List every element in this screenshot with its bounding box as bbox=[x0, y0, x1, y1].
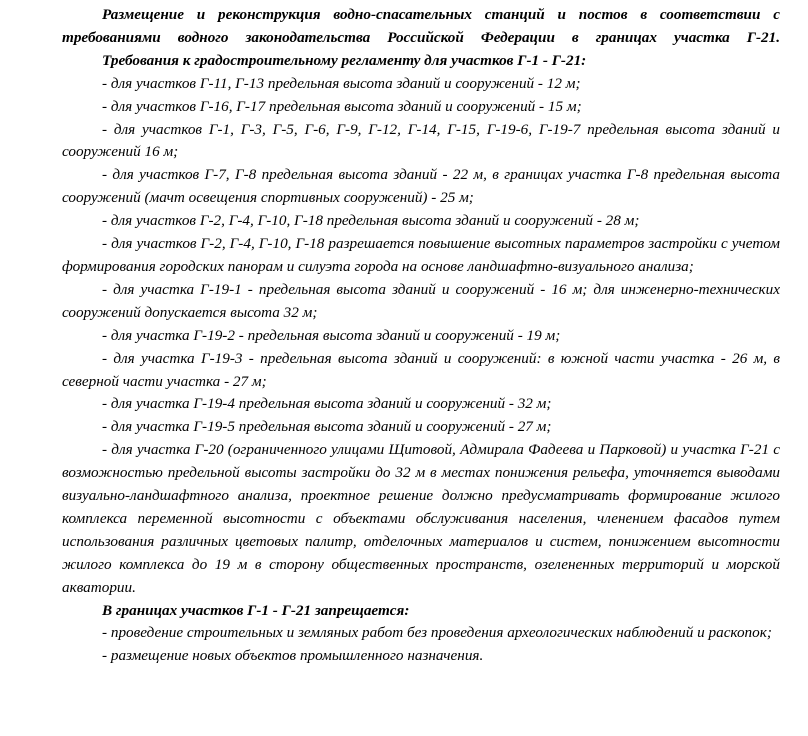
list-item-g19-3: - для участка Г-19-3 - предельная высота зданий и сооружений: в южной части участка - 26 м, в северной части участка - 27 м; bbox=[62, 349, 780, 390]
list-item-g11-g13: - для участков Г-11, Г-13 предельная высота зданий и сооружений - 12 м; bbox=[102, 74, 581, 92]
list-item-g16-g17: - для участков Г-16, Г-17 предельная высота зданий и сооружений - 15 м; bbox=[102, 97, 582, 115]
list-item-g20-g21: - для участка Г-20 (ограниченного улицами Щитовой, Адмирала Фадеева и Парковой) и участка Г-21 с возможностью предельной высоты застройки до 32 м в местах понижения рельефа, уточняется выводами визуально-ландшафтного анализа, проектное решение должно предусматривать формирование жилого комплекса переменной высотности с объектами обслуживания населения, членением фасадов путем использования различных цветовых палитр, отделочных материалов и систем, понижением высотности жилого комплекса до 19 м в сторону общественных пространств, озелененных территорий и морской акватории. bbox=[62, 441, 780, 596]
list-item-g19-4: - для участка Г-19-4 предельная высота зданий и сооружений - 32 м; bbox=[102, 395, 552, 413]
list-item-g2-group-increase: - для участков Г-2, Г-4, Г-10, Г-18 разрешается повышение высотных параметров застройки с учетом формирования городских панорам и силуэта города на основе ландшафтно-визуального анализа; bbox=[62, 235, 780, 275]
document-body bbox=[62, 4, 780, 668]
list-item-g7-g8: - для участков Г-7, Г-8 предельная высота зданий - 22 м, в границах участка Г-8 предельная высота сооружений (мачт освещения спортивных сооружений) - 25 м; bbox=[62, 166, 780, 207]
paragraph-heading-placement: Размещение и реконструкция водно-спасательных станций и постов в соответствии с требованиями водного законодательства Российской Федерации в границах участка Г-21. bbox=[62, 6, 780, 46]
list-item-g19-2: - для участка Г-19-2 - предельная высота зданий и сооружений - 19 м; bbox=[102, 326, 561, 344]
list-item-g19-5: - для участка Г-19-5 предельная высота зданий и сооружений - 27 м; bbox=[102, 418, 552, 436]
list-item-g2-group-height: - для участков Г-2, Г-4, Г-10, Г-18 предельная высота зданий и сооружений - 28 м; bbox=[102, 212, 640, 230]
paragraph-heading-requirements: Требования к градостроительному регламенту для участков Г-1 - Г-21: bbox=[102, 51, 587, 69]
list-item-g1-group: - для участков Г-1, Г-3, Г-5, Г-6, Г-9, Г-12, Г-14, Г-15, Г-19-6, Г-19-7 предельная высота зданий и сооружений 16 м; bbox=[62, 120, 780, 161]
list-item-prohibited-industrial: - размещение новых объектов промышленного назначения. bbox=[102, 647, 484, 665]
paragraph-heading-prohibited: В границах участков Г-1 - Г-21 запрещается: bbox=[102, 601, 410, 619]
list-item-prohibited-works: - проведение строительных и земляных работ без проведения археологических наблюдений и раскопок; bbox=[102, 624, 772, 642]
list-item-g19-1: - для участка Г-19-1 - предельная высота зданий и сооружений - 16 м; для инженерно-технических сооружений допускается высота 32 м; bbox=[62, 280, 780, 321]
